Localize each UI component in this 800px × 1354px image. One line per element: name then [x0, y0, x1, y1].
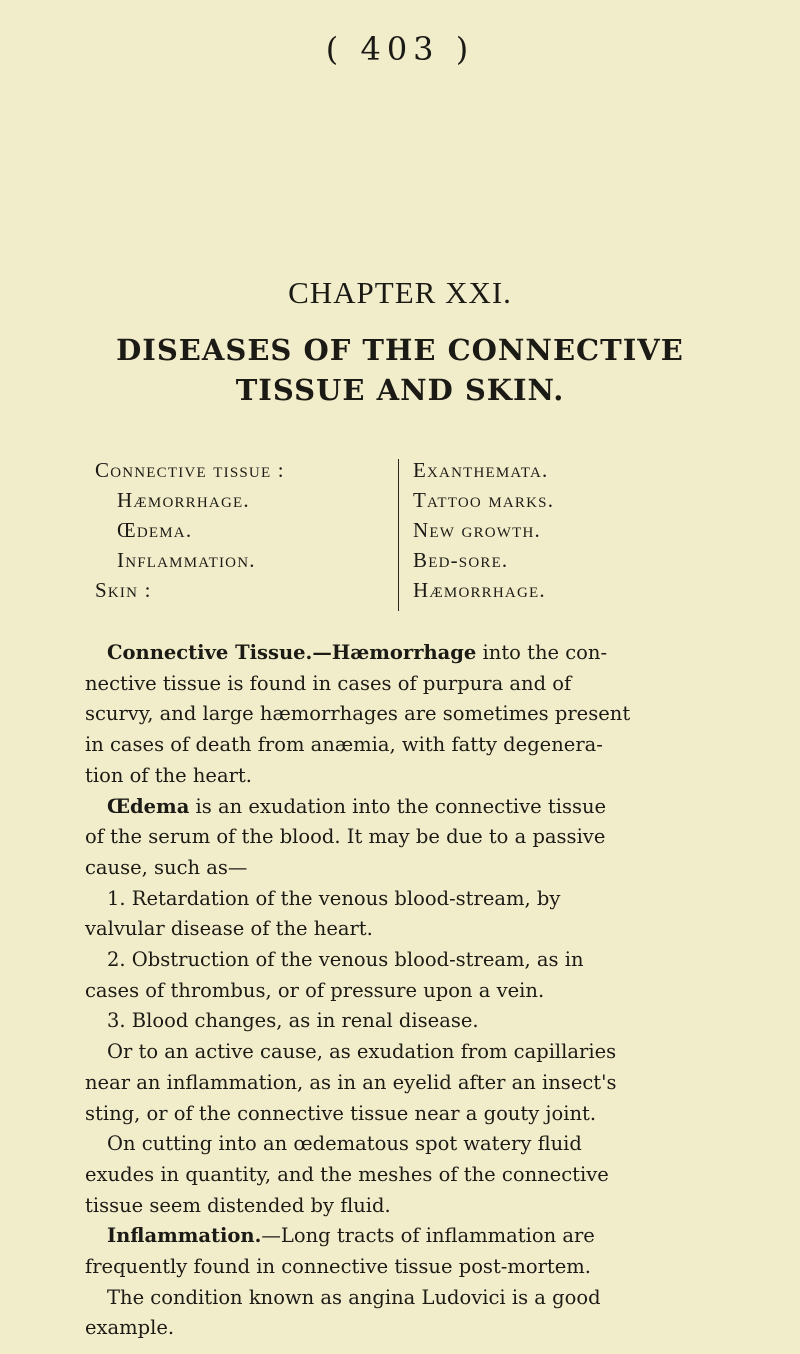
paragraph-inflammation: [85, 1221, 735, 1344]
contents-item: Skin :: [95, 578, 152, 602]
text-line: 1. Retardation of the venous blood-stream, by: [107, 886, 561, 910]
contents-left-column: [95, 455, 285, 605]
chapter-title-line: DISEASES OF THE CONNECTIVE: [116, 333, 684, 367]
chapter-contents: [0, 455, 800, 615]
text-line: example.: [85, 1316, 175, 1340]
paragraph-connective-tissue: [85, 638, 735, 792]
text-line: [85, 792, 735, 823]
contents-item: Inflammation.: [117, 548, 256, 572]
text-line: tion of the heart.: [85, 763, 252, 787]
contents-item: Tattoo marks.: [413, 488, 555, 512]
paragraph-active-cause: [85, 1037, 735, 1129]
text-line: valvular disease of the heart.: [85, 917, 373, 941]
text-line: nective tissue is found in cases of purpura and of: [85, 671, 572, 695]
body-text: [85, 638, 735, 1344]
paragraph-lead: Connective Tissue.—Hæmorrhage: [107, 641, 477, 664]
contents-item: New growth.: [413, 518, 542, 542]
text-line: [85, 638, 735, 669]
paragraph-cutting: [85, 1129, 735, 1221]
contents-item: Bed-sore.: [413, 548, 509, 572]
text-line: near an inflammation, as in an eyelid after an insect's: [85, 1070, 617, 1094]
contents-item: Exanthemata.: [413, 458, 549, 482]
text-line: On cutting into an œdematous spot watery fluid: [107, 1132, 582, 1156]
text-run: —Long tracts of inflammation are: [261, 1224, 595, 1248]
text-line: sting, or of the connective tissue near a gouty joint.: [85, 1101, 597, 1125]
text-line: scurvy, and large hæmorrhages are sometimes present: [85, 702, 631, 726]
text-run: is an exudation into the connective tissue: [189, 794, 607, 818]
text-run: into the con-: [476, 641, 608, 664]
text-line: cause, such as—: [85, 855, 248, 879]
text-line: 3. Blood changes, as in renal disease.: [107, 1009, 479, 1033]
page-number: ( 403 ): [325, 30, 475, 68]
text-line: 2. Obstruction of the venous blood-stream, as in: [107, 948, 584, 972]
chapter-title: [0, 330, 800, 410]
list-item-2: [85, 945, 735, 1006]
chapter-heading: CHAPTER XXI.: [288, 275, 512, 310]
paragraph-lead: Œdema: [107, 794, 190, 818]
contents-item: Hæmorrhage.: [117, 488, 250, 512]
text-line: Or to an active cause, as exudation from capillaries: [107, 1040, 617, 1064]
paragraph-oedema: [85, 792, 735, 884]
text-line: exudes in quantity, and the meshes of the connective: [85, 1162, 609, 1186]
text-line: in cases of death from anæmia, with fatty degenera-: [85, 733, 603, 757]
text-line: The condition known as angina Ludovici is a good: [107, 1285, 601, 1309]
text-line: frequently found in connective tissue post-mortem.: [85, 1255, 591, 1279]
contents-item: Œdema.: [117, 518, 193, 542]
chapter-title-line: TISSUE AND SKIN.: [235, 373, 565, 407]
list-item-3: [85, 1006, 735, 1037]
contents-item: Connective tissue :: [95, 458, 285, 482]
contents-divider: [398, 459, 399, 611]
text-line: cases of thrombus, or of pressure upon a vein.: [85, 978, 545, 1002]
paragraph-lead: Inflammation.: [107, 1224, 262, 1248]
text-line: tissue seem distended by fluid.: [85, 1193, 391, 1217]
list-item-1: [85, 884, 735, 945]
contents-item: Hæmorrhage.: [413, 578, 546, 602]
contents-right-column: [413, 455, 554, 605]
text-line: [85, 1221, 735, 1252]
text-line: of the serum of the blood. It may be due to a passive: [85, 825, 606, 849]
